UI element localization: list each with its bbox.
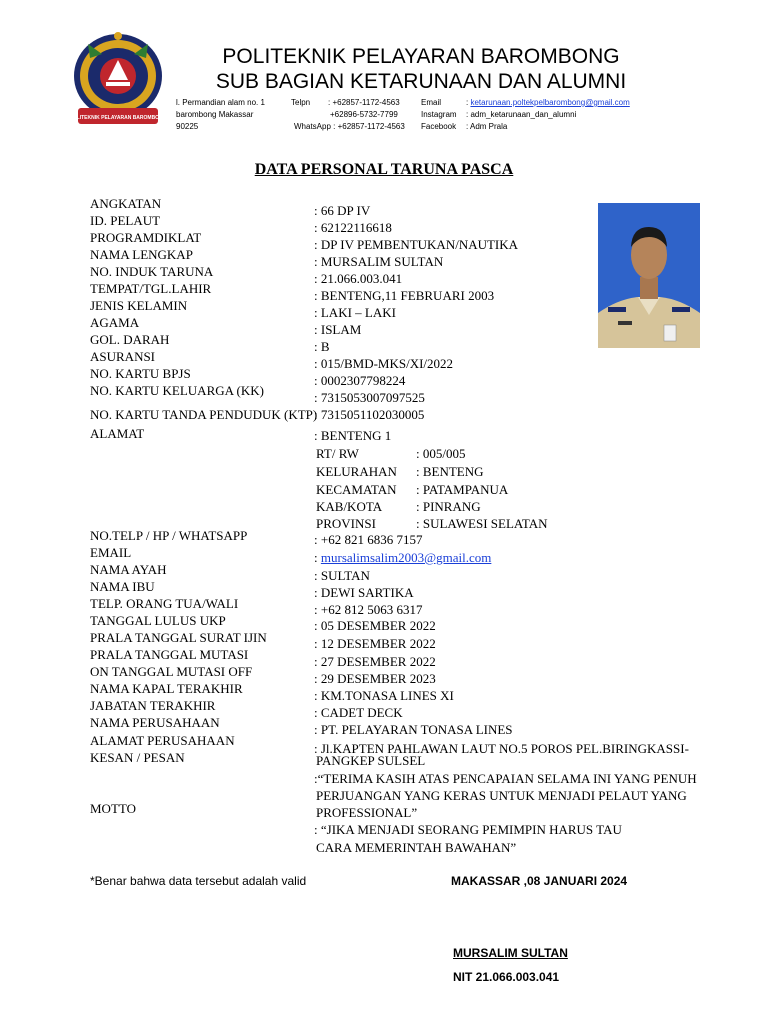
institution-logo xyxy=(72,30,164,130)
value-nama-ayah: : SULTAN xyxy=(314,568,370,583)
label-agama: AGAMA xyxy=(90,315,140,330)
instagram-value: : adm_ketarunaan_dan_alumni xyxy=(466,110,577,119)
value-nit: : 21.066.003.041 xyxy=(314,271,403,286)
label-ktp: NO. KARTU TANDA PENDUDUK (KTP) xyxy=(90,407,318,422)
value-ttl: : BENTENG,11 FEBRUARI 2003 xyxy=(314,288,495,303)
value-agama: : ISLAM xyxy=(314,322,362,337)
address-block xyxy=(176,97,278,133)
value-perusahaan: : PT. PELAYARAN TONASA LINES xyxy=(314,722,513,737)
label-kesan-pesan: KESAN / PESAN xyxy=(90,750,185,765)
label-nama-perusahaan: NAMA PERUSAHAAN xyxy=(90,715,220,730)
value-surat-ijin: : 12 DESEMBER 2022 xyxy=(314,636,436,651)
division-name: SUB BAGIAN KETARUNAAN DAN ALUMNI xyxy=(215,70,627,93)
place-date: MAKASSAR ,08 JANUARI 2024 xyxy=(451,874,628,888)
value-tanggal-mutasi: : 27 DESEMBER 2022 xyxy=(314,654,436,669)
facebook-label: Facebook xyxy=(421,122,457,131)
signer-name: MURSALIM SULTAN xyxy=(453,946,568,960)
label-nama-ayah: NAMA AYAH xyxy=(90,562,167,577)
student-photo xyxy=(598,203,700,348)
value-gol-darah: : B xyxy=(314,339,330,354)
label-asuransi: ASURANSI xyxy=(90,349,156,364)
label-telp: NO.TELP / HP / WHATSAPP xyxy=(90,528,248,543)
address-line-3: 90225 xyxy=(176,122,199,131)
value-jabatan: : CADET DECK xyxy=(314,705,403,720)
value-nama-ibu: : DEWI SARTIKA xyxy=(314,585,414,600)
label-gol-darah: GOL. DARAH xyxy=(90,332,170,347)
value-kesan-2: PERJUANGAN YANG KERAS UNTUK MENJADI PELAUT YANG xyxy=(316,788,687,803)
value-email xyxy=(314,550,491,566)
institution-header xyxy=(186,44,656,94)
personal-email-link[interactable]: mursalimsalim2003@gmail.com xyxy=(320,550,492,565)
whatsapp-line: WhatsApp : +62857-1172-4563 xyxy=(294,122,405,131)
value-mutasi-off: : 29 DESEMBER 2023 xyxy=(314,671,436,686)
address-provinsi-label: PROVINSI xyxy=(316,516,376,531)
value-telp-ortu: : +62 812 5063 6317 xyxy=(314,602,423,617)
label-nama-ibu: NAMA IBU xyxy=(90,579,155,594)
label-kartu-bpjs: NO. KARTU BPJS xyxy=(90,366,191,381)
telp-line-2: +62896-5732-7799 xyxy=(330,110,398,119)
label-email: EMAIL xyxy=(90,545,132,560)
address-rt-rw-label: RT/ RW xyxy=(316,446,359,461)
value-jenis-kelamin: : LAKI – LAKI xyxy=(314,305,396,320)
label-jabatan-terakhir: JABATAN TERAKHIR xyxy=(90,698,216,713)
value-kapal: : KM.TONASA LINES XI xyxy=(314,688,454,703)
address-kecamatan-label: KECAMATAN xyxy=(316,482,397,497)
label-mutasi-off: ON TANGGAL MUTASI OFF xyxy=(90,664,253,679)
address-provinsi-value: : SULAWESI SELATAN xyxy=(416,516,548,531)
label-nama-lengkap: NAMA LENGKAP xyxy=(90,247,193,262)
value-program: : DP IV PEMBENTUKAN/NAUTIKA xyxy=(314,237,519,252)
address-kabkota-value: : PINRANG xyxy=(416,499,481,514)
value-alamat-perusahaan-1: : Jl.KAPTEN PAHLAWAN LAUT NO.5 POROS PEL.BIRINGKASSI- xyxy=(314,741,689,756)
label-tanggal-mutasi: PRALA TANGGAL MUTASI xyxy=(90,647,249,662)
address-kecamatan-value: : PATAMPANUA xyxy=(416,482,509,497)
label-jenis-kelamin: JENIS KELAMIN xyxy=(90,298,188,313)
address-line-1: l. Permandian alam no. 1 xyxy=(176,98,265,107)
telp-label: Telpn xyxy=(291,98,311,107)
value-lulus-ukp: : 05 DESEMBER 2022 xyxy=(314,618,436,633)
label-lulus-ukp: TANGGAL LULUS UKP xyxy=(90,613,226,628)
value-angkatan: : 66 DP IV xyxy=(314,203,371,218)
signer-nit: NIT 21.066.003.041 xyxy=(453,970,560,984)
instagram-label: Instagram xyxy=(421,110,457,119)
value-motto-2: CARA MEMERINTAH BAWAHAN” xyxy=(316,840,517,855)
label-telp-ortu: TELP. ORANG TUA/WALI xyxy=(90,596,239,611)
label-no-induk-taruna: NO. INDUK TARUNA xyxy=(90,264,214,279)
value-kk: : 7315053007097525 xyxy=(314,390,425,405)
email-link[interactable]: ketarunaan.poltekpelbarombong@gmail.com xyxy=(470,98,630,107)
value-asuransi: : 015/BMD-MKS/XI/2022 xyxy=(314,356,454,371)
value-kesan-1: :“TERIMA KASIH ATAS PENCAPAIAN SELAMA INI YANG PENUH xyxy=(314,771,697,786)
label-program-diklat: PROGRAMDIKLAT xyxy=(90,230,202,245)
value-nama: : MURSALIM SULTAN xyxy=(314,254,444,269)
validity-note: *Benar bahwa data tersebut adalah valid xyxy=(90,874,307,888)
value-alamat: : BENTENG 1 xyxy=(314,428,392,443)
address-kelurahan-label: KELURAHAN xyxy=(316,464,397,479)
label-alamat-perusahaan: ALAMAT PERUSAHAAN xyxy=(90,733,235,748)
label-surat-ijin: PRALA TANGGAL SURAT IJIN xyxy=(90,630,267,645)
label-alamat: ALAMAT xyxy=(90,426,145,441)
email-label: Email xyxy=(421,98,442,107)
email-prefix: : xyxy=(314,550,321,565)
address-kabkota-label: KAB/KOTA xyxy=(316,499,383,514)
label-kapal-terakhir: NAMA KAPAL TERAKHIR xyxy=(90,681,243,696)
value-kesan-3: PROFESSIONAL” xyxy=(316,805,418,820)
value-id-pelaut: : 62122116618 xyxy=(314,220,392,235)
institution-name: POLITEKNIK PELAYARAN BAROMBONG xyxy=(222,45,620,68)
label-id-pelaut: ID. PELAUT xyxy=(90,213,161,228)
value-telp: : +62 821 6836 7157 xyxy=(314,532,423,547)
label-angkatan: ANGKATAN xyxy=(90,196,162,211)
label-motto: MOTTO xyxy=(90,801,136,816)
address-kelurahan-value: : BENTENG xyxy=(416,464,484,479)
label-kartu-keluarga: NO. KARTU KELUARGA (KK) xyxy=(90,383,264,398)
address-rt-rw-value: : 005/005 xyxy=(416,446,466,461)
value-ktp: : 7315051102030005 xyxy=(314,407,425,422)
value-motto-1: : “JIKA MENJADI SEORANG PEMIMPIN HARUS TAU xyxy=(314,822,622,837)
address-line-2: barombong Makassar xyxy=(176,110,254,119)
facebook-value: : Adm Prala xyxy=(466,122,508,131)
label-tempat-tgl-lahir: TEMPAT/TGL.LAHIR xyxy=(90,281,212,296)
value-bpjs: : 0002307798224 xyxy=(314,373,406,388)
document-title: DATA PERSONAL TARUNA PASCA xyxy=(254,161,514,178)
email-value: : ketarunaan.poltekpelbarombong@gmail.com xyxy=(466,98,630,107)
logo-banner-text: POLITEKNIK PELAYARAN BAROMBONG xyxy=(72,115,164,121)
telp-line-1: : +62857-1172-4563 xyxy=(328,98,400,107)
value-alamat-perusahaan-2: PANGKEP SULSEL xyxy=(316,753,426,768)
